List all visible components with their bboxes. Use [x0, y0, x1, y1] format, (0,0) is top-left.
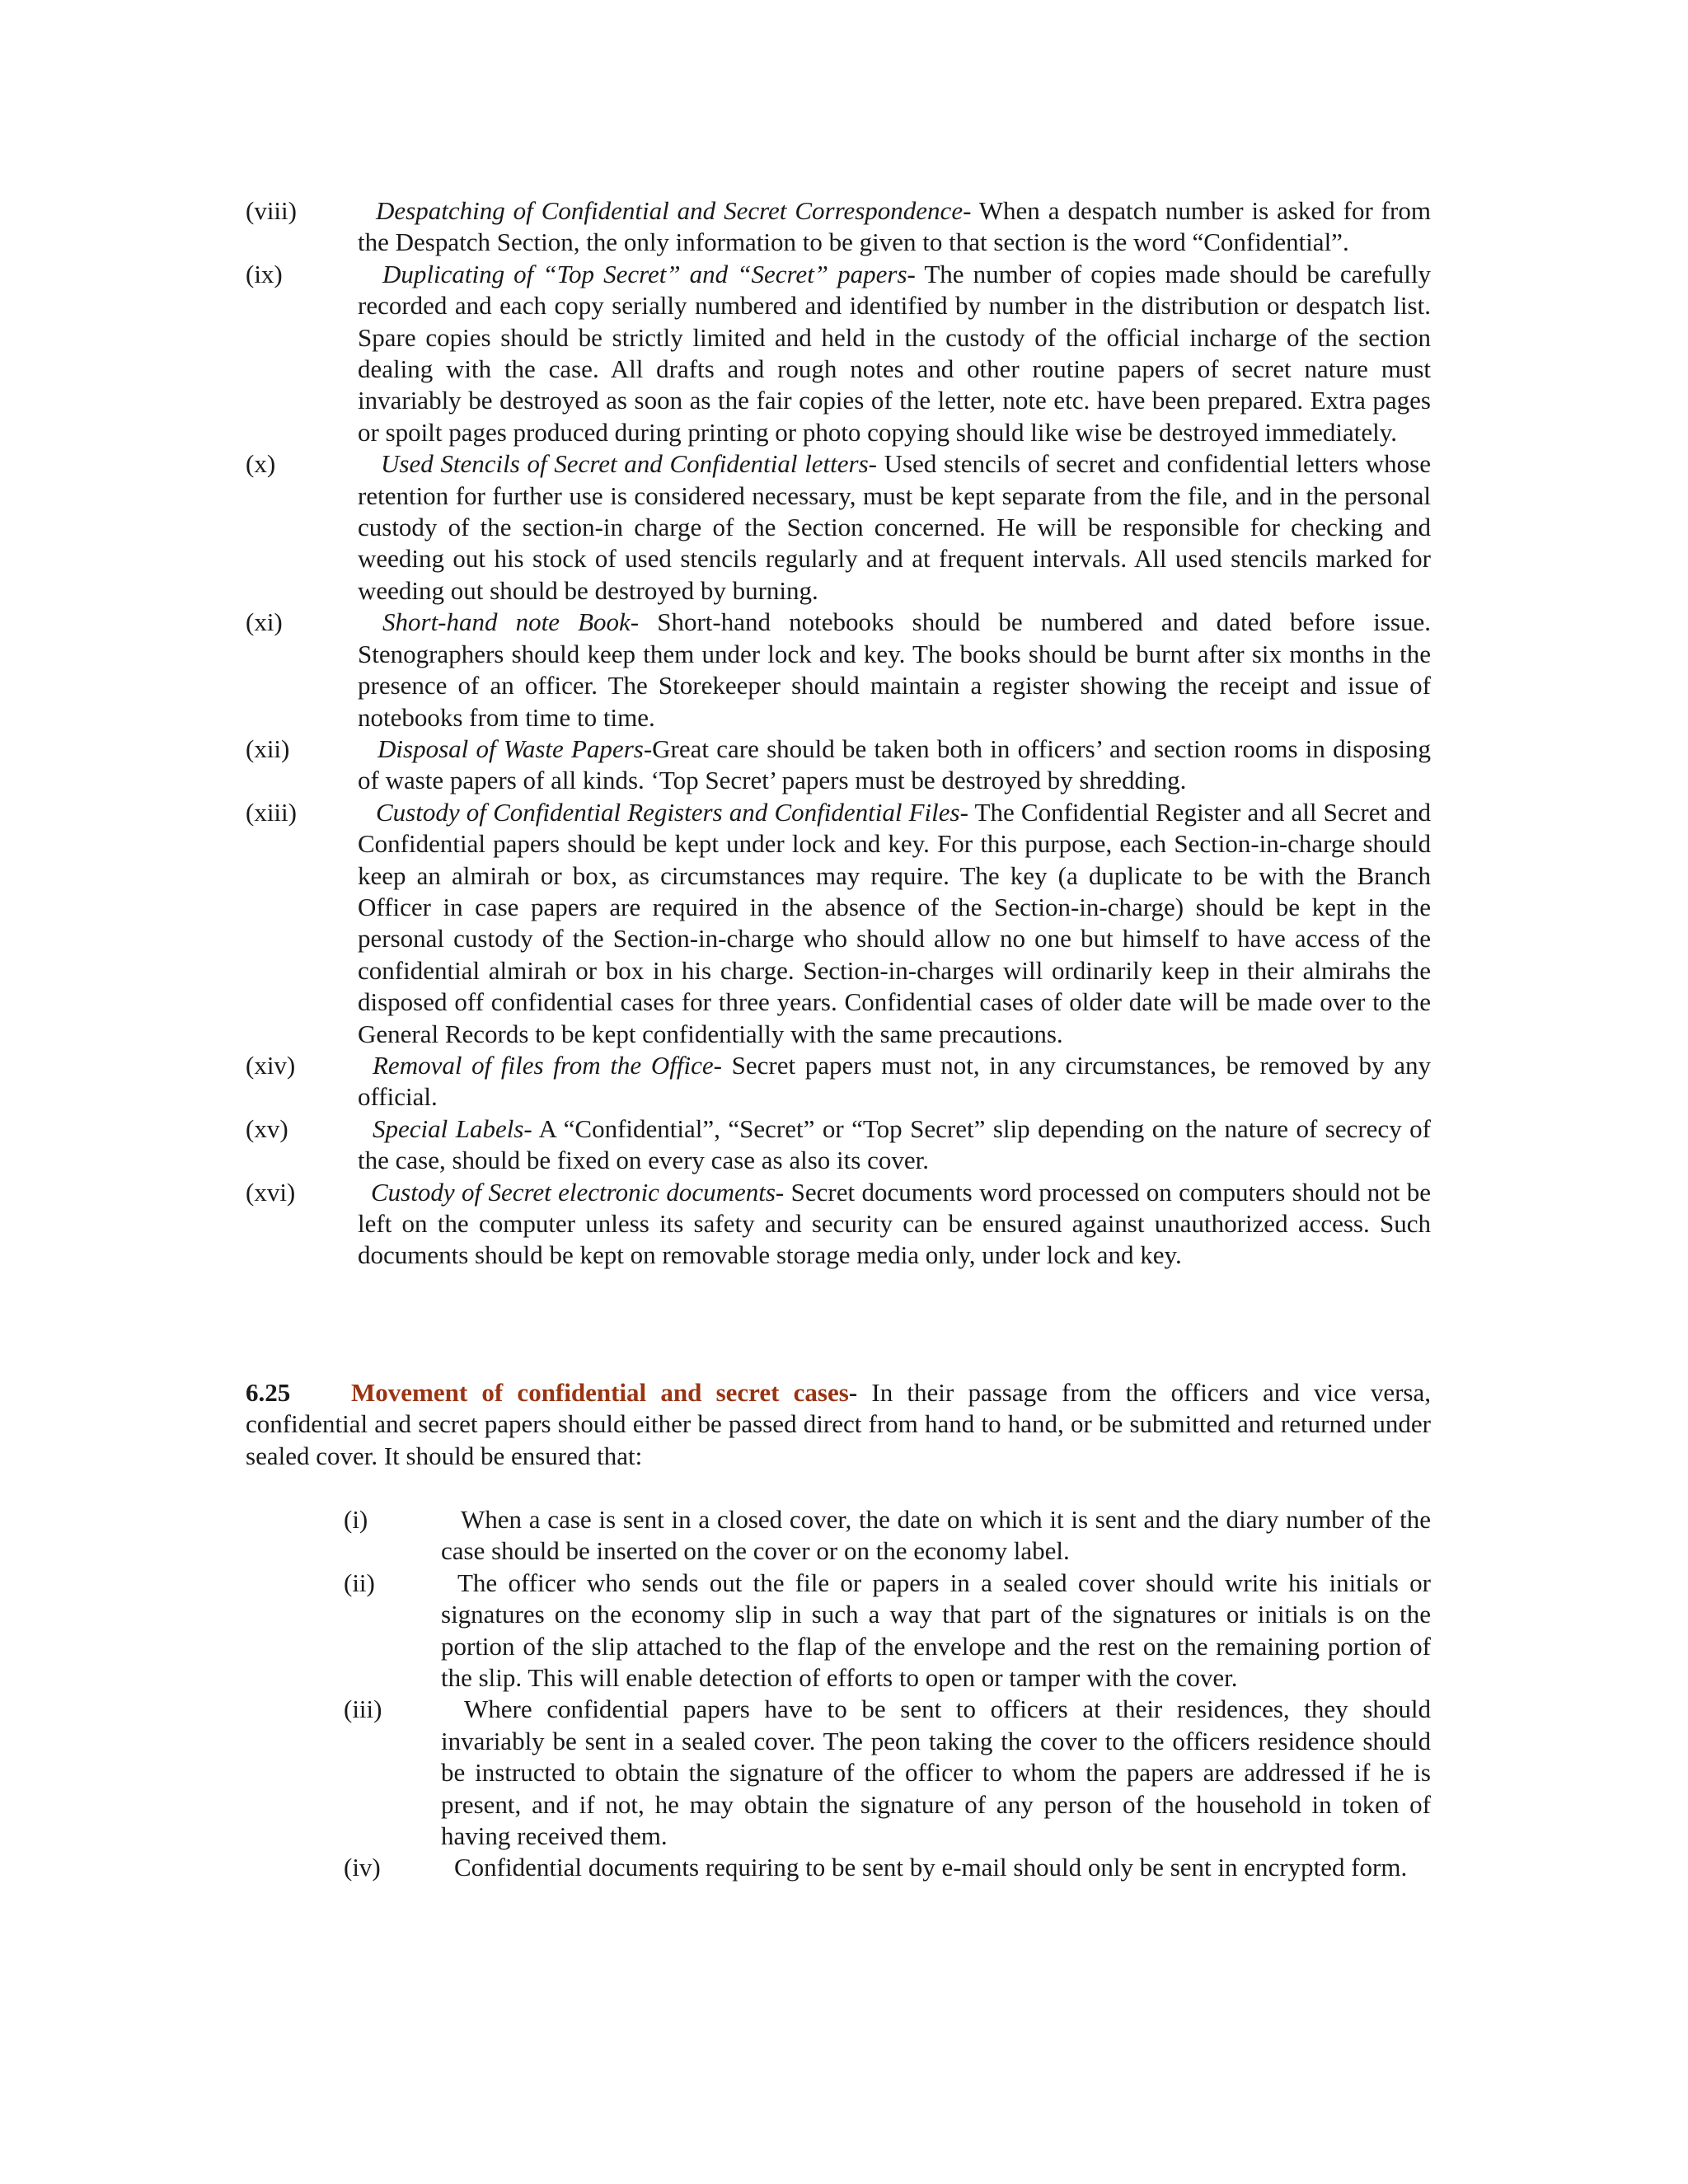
item-paragraph [358, 195, 1431, 259]
item-number: (ix) [246, 259, 283, 288]
section-number: 6.25 [246, 1378, 291, 1407]
sealed-cover-rules-list [344, 1504, 1431, 1884]
item-paragraph [441, 1504, 1431, 1568]
item-number: (xi) [246, 607, 283, 637]
section-title-dash: - [848, 1378, 858, 1407]
item-heading: Special Labels- [373, 1113, 532, 1143]
item-text: Where confidential papers have to be sent to officers at their residences, they should invariably be sent in a sealed cover. The peon taking the cover to the officers residence should be instructed to obtain the signature of the officer to whom the papers are addressed if he is present, and if not, he may obtain the signature of any person of the household in token of having received them. [441, 1694, 1431, 1851]
item-paragraph [441, 1694, 1431, 1852]
item-paragraph [358, 448, 1431, 607]
item-text: Used stencils of secret and confidential letters whose retention for further use is considered necessary, must be kept separate from the file, and in the personal custody of the section-in charge of the Section concerned. He will be responsible for checking and weeding out his stock of used stencils regularly and at frequent intervals. All used stencils marked for weeding out should be destroyed by burning. [358, 449, 1432, 605]
item-paragraph [441, 1568, 1431, 1694]
list-item [344, 1504, 1431, 1568]
list-item [246, 259, 1431, 448]
list-item [246, 733, 1431, 797]
list-item [246, 1113, 1431, 1177]
item-heading: Used Stencils of Secret and Confidential letters- [381, 449, 877, 479]
item-paragraph [358, 1050, 1431, 1113]
item-paragraph [358, 733, 1431, 797]
item-paragraph [358, 1113, 1431, 1177]
item-number: (xii) [246, 733, 290, 763]
list-item [246, 448, 1431, 607]
item-number: (xiii) [246, 797, 297, 827]
item-number: (i) [344, 1505, 368, 1534]
list-item [246, 607, 1431, 733]
item-number: (xv) [246, 1113, 288, 1143]
item-number: (viii) [246, 196, 297, 225]
item-heading: Custody of Confidential Registers and Confidential Files- [376, 797, 968, 827]
item-heading: Duplicating of “Top Secret” and “Secret” papers- [382, 259, 916, 288]
item-text: The officer who sends out the file or papers in a sealed cover should write his initials or signatures on the economy slip in such a way that part of the signatures or initials is on the portion of the slip attached to the flap of the envelope and the rest on the remaining portion of the slip. This will enable detection of efforts to open or tamper with the cover. [441, 1568, 1431, 1693]
item-paragraph [358, 259, 1431, 448]
item-text: Great care should be taken both in officers’ and section rooms in disposing of waste papers of all kinds. ‘Top Secret’ papers must be destroyed by shredding. [358, 733, 1431, 795]
item-paragraph [358, 607, 1431, 733]
list-item [246, 1177, 1431, 1272]
list-item [246, 195, 1431, 259]
item-text: The Confidential Register and all Secret and Confidential papers should be kept under lock and key. For this purpose, each Section-in-charge should keep an almirah or box, as circumstances may require. The key (a duplicate to be with the Branch Officer in case papers are required in the absence of the Section-in-charge) should be kept in the personal custody of the Section-in-charge who should allow no one but himself to have access of the confidential almirah or box in his charge. Section-in-charges will ordinarily keep in their almirahs the disposed off confidential cases for three years. Confidential cases of older date will be made over to the General Records to be kept confidentially with the same precautions. [358, 797, 1432, 1048]
section-text: In their passage from the officers and vice versa, confidential and secret papers should either be passed direct from hand to hand, or be submitted and returned under sealed cover. It should be ensured that: [246, 1378, 1431, 1470]
item-paragraph [358, 1177, 1431, 1272]
list-item [344, 1694, 1431, 1852]
item-paragraph [441, 1852, 1431, 1883]
item-text: A “Confidential”, “Secret” or “Top Secret” slip depending on the nature of secrecy of the case, should be fixed on every case as also its cover. [358, 1113, 1431, 1175]
list-item [344, 1568, 1431, 1694]
item-heading: Custody of Secret electronic documents- [371, 1177, 785, 1207]
item-text: Short-hand notebooks should be numbered and dated before issue. Stenographers should keep them under lock and key. The books should be burnt after six months in the presence of an officer. The Storekeeper should maintain a register showing the receipt and issue of notebooks from time to time. [358, 607, 1431, 732]
item-number: (ii) [344, 1568, 375, 1597]
list-item [246, 1050, 1431, 1113]
security-instructions-list [246, 195, 1431, 1272]
item-heading: Despatching of Confidential and Secret Correspondence- [376, 196, 972, 225]
item-text: When a case is sent in a closed cover, the date on which it is sent and the diary number of the case should be inserted on the cover or on the economy label. [441, 1505, 1431, 1566]
item-number: (xvi) [246, 1177, 296, 1207]
list-item [344, 1852, 1431, 1883]
item-number: (xiv) [246, 1050, 296, 1080]
item-text: The number of copies made should be carefully recorded and each copy serially numbered and identified by number in the distribution or despatch list. Spare copies should be strictly limited and held in the custody of the official incharge of the section dealing with the case. All drafts and rough notes and other routine papers of secret nature must invariably be destroyed as soon as the fair copies of the letter, note etc. have been prepared. Extra pages or spoilt pages produced during printing or photo copying should like wise be destroyed immediately. [358, 259, 1431, 447]
item-heading: Short-hand note Book- [382, 607, 640, 637]
item-number: (iv) [344, 1853, 381, 1882]
list-item [246, 797, 1431, 1050]
item-number: (iii) [344, 1694, 382, 1724]
item-heading: Removal of files from the Office- [373, 1050, 722, 1080]
item-text: When a despatch number is asked for from the Despatch Section, the only information to be given to that section is the word “Confidential”. [358, 196, 1431, 257]
section-title: Movement of confidential and secret cases [351, 1378, 849, 1407]
section-paragraph [246, 1377, 1431, 1472]
item-text: Secret documents word processed on computers should not be left on the computer unless its safety and security can be ensured against unauthorized access. Such documents should be kept on removable storage media only, under lock and key. [358, 1177, 1431, 1270]
item-paragraph [358, 797, 1431, 1050]
item-text: Secret papers must not, in any circumstances, be removed by any official. [358, 1050, 1431, 1112]
item-heading: Disposal of Waste Papers- [377, 733, 653, 763]
item-text: Confidential documents requiring to be sent by e-mail should only be sent in encrypted form. [454, 1853, 1408, 1882]
item-number: (x) [246, 449, 276, 479]
